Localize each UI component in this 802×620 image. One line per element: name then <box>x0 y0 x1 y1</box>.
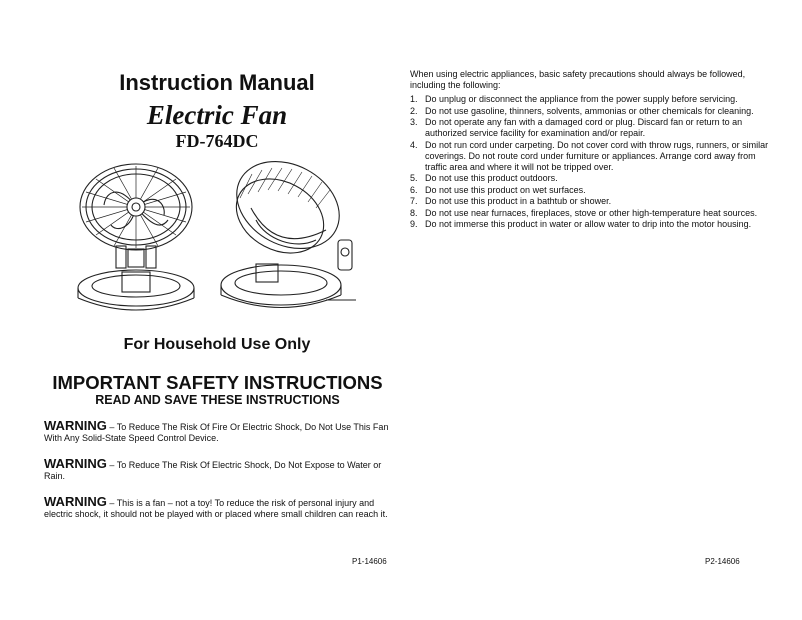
warning-water <box>44 458 394 482</box>
safety-intro: When using electric appliances, basic safety precautions should always be followed, including the following: <box>410 69 746 90</box>
warning-text: – To Reduce The Risk Of Electric Shock, Do Not Expose to Water or Rain. <box>44 460 382 481</box>
list-item <box>410 117 770 139</box>
list-item <box>410 94 770 105</box>
product-name: Electric Fan <box>146 100 288 130</box>
list-item-number: 9. <box>410 219 418 229</box>
warning-fire-shock <box>44 420 394 444</box>
list-item <box>410 185 770 196</box>
warning-label: WARNING <box>44 456 107 471</box>
manual-title: Instruction Manual <box>119 70 315 95</box>
model-number: FD-764DC <box>175 131 259 151</box>
warning-text: – This is a fan – not a toy! To reduce the risk of personal injury and electric shock, it should not be played with or placed where small children can reach it. <box>44 498 388 519</box>
list-item <box>410 196 770 207</box>
list-item-number: 8. <box>410 207 418 218</box>
list-item-number: 2. <box>410 105 418 116</box>
list-item-text: Do not use this product outdoors. <box>425 173 558 183</box>
list-item-text: Do not run cord under carpeting. Do not cover cord with throw rugs, runners, or similar coverings. Do not route cord under furniture or appliances. Arrange cord away from traffic area and where it will not be tripped over. <box>425 139 769 172</box>
list-item-text: Do not use near furnaces, fireplaces, stove or other high-temperature heat sources. <box>425 207 758 218</box>
list-item <box>410 208 770 219</box>
list-item <box>410 140 770 173</box>
page-number-right: P2-14606 <box>705 557 740 566</box>
list-item <box>410 173 770 184</box>
warning-label: WARNING <box>44 494 107 509</box>
safety-rules-list <box>410 94 770 231</box>
list-item-number: 3. <box>410 117 418 127</box>
list-item-number: 7. <box>410 196 418 206</box>
list-item-text: Do not use this product on wet surfaces. <box>425 184 586 195</box>
list-item-number: 4. <box>410 139 418 150</box>
list-item-text: Do unplug or disconnect the appliance from the power supply before servicing. <box>425 94 738 104</box>
warning-label: WARNING <box>44 418 107 433</box>
list-item-text: Do not use this product in a bathtub or shower. <box>425 196 612 206</box>
household-use-notice: For Household Use Only <box>123 336 311 353</box>
list-item-number: 6. <box>410 184 418 195</box>
fan-illustration-icon <box>76 160 358 320</box>
list-item <box>410 219 770 230</box>
list-item-number: 1. <box>410 94 418 104</box>
safety-instructions-subheading: READ AND SAVE THESE INSTRUCTIONS <box>95 393 340 407</box>
list-item <box>410 106 770 117</box>
warning-children <box>44 496 394 520</box>
list-item-number: 5. <box>410 173 418 183</box>
list-item-text: Do not operate any fan with a damaged cord or plug. Discard fan or return to an authorized service facility for examination and/or repair. <box>425 117 743 138</box>
warning-text: – To Reduce The Risk Of Fire Or Electric Shock, Do Not Use This Fan With Any Solid-State Speed Control Device. <box>44 422 389 443</box>
list-item-text: Do not immerse this product in water or allow water to drip into the motor housing. <box>425 219 752 229</box>
safety-instructions-heading: IMPORTANT SAFETY INSTRUCTIONS <box>52 372 383 393</box>
page-number-left: P1-14606 <box>352 557 387 566</box>
list-item-text: Do not use gasoline, thinners, solvents, ammonias or other chemicals for cleaning. <box>425 105 754 116</box>
